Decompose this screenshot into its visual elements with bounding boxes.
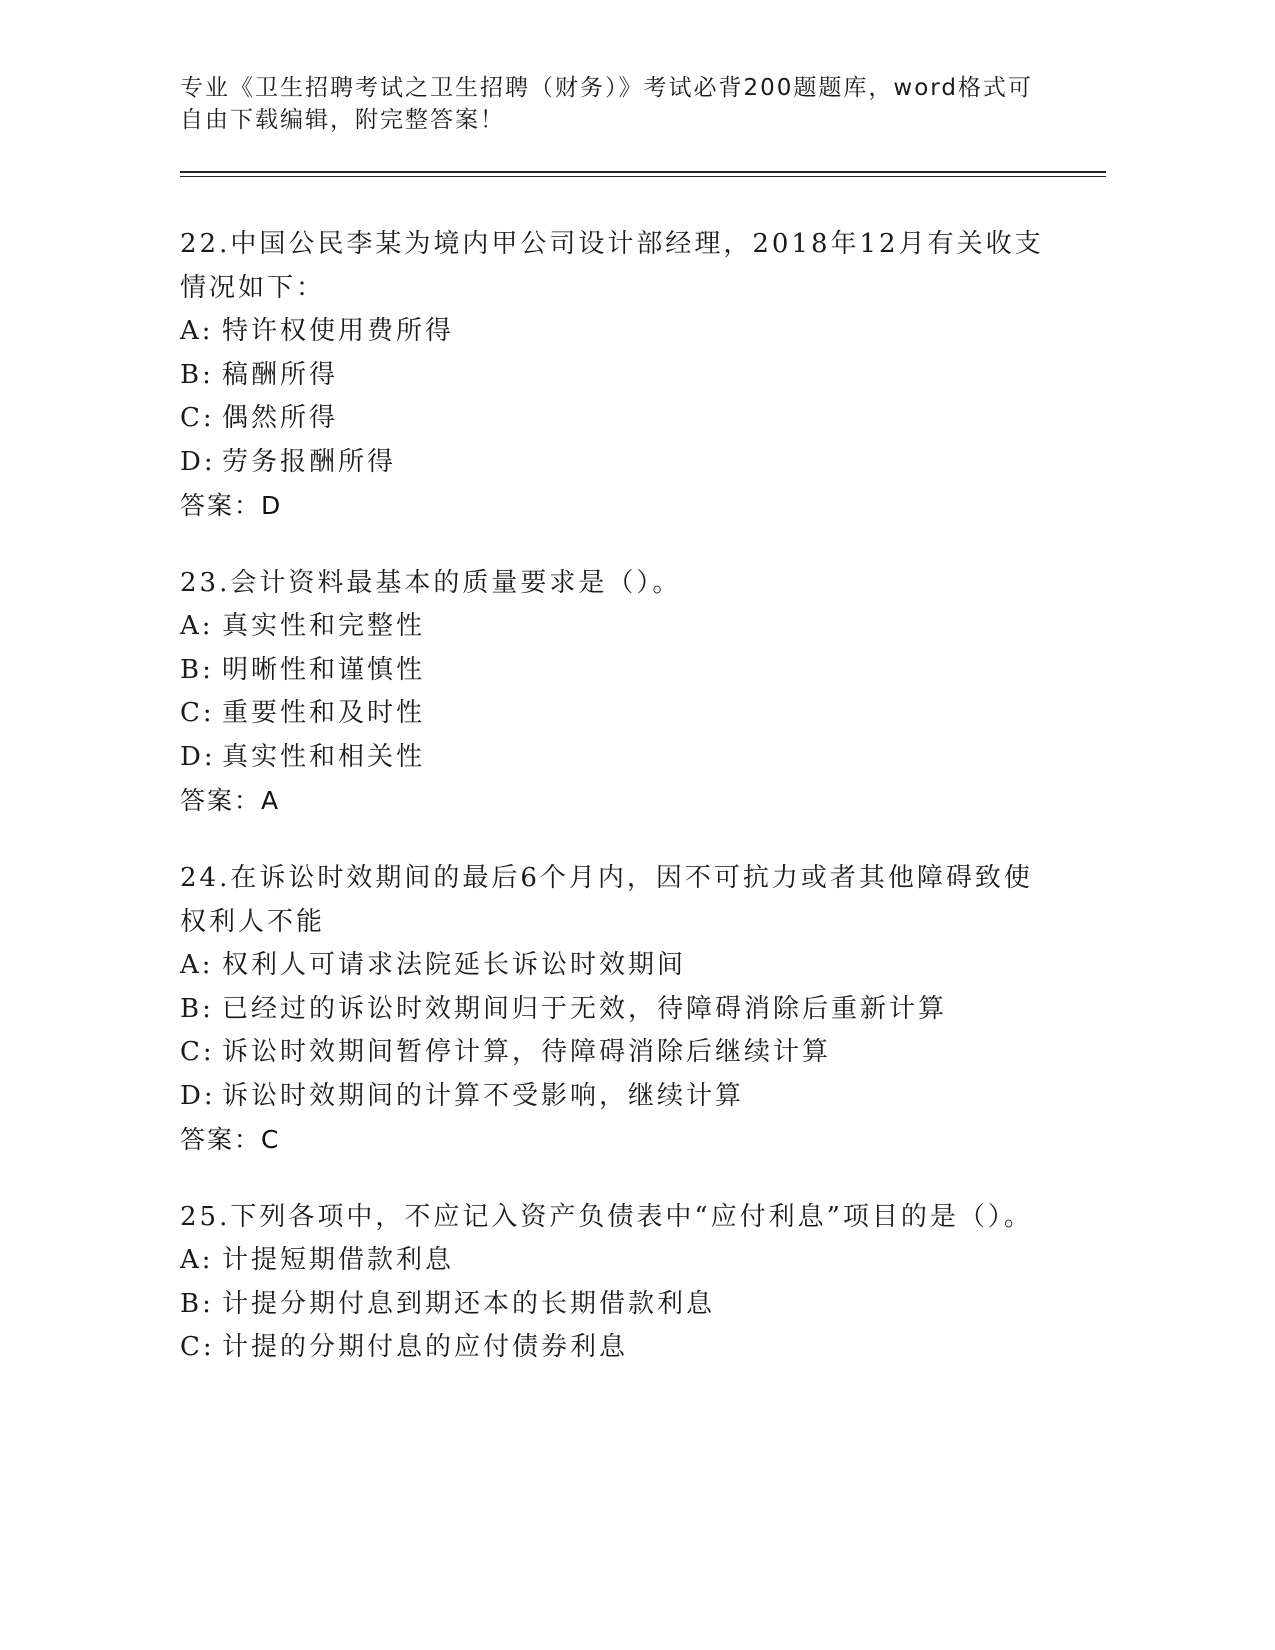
option-text: 稿酬所得 xyxy=(222,359,339,390)
option-text: 计提分期付息到期还本的长期借款利息 xyxy=(222,1288,716,1319)
option-text: 权利人可请求法院延长诉讼时效期间 xyxy=(222,950,687,980)
option-text: 真实性和完整性 xyxy=(222,611,426,641)
option-text: 明晰性和谨慎性 xyxy=(222,654,426,685)
option-text: 计提短期借款利息 xyxy=(222,1245,455,1275)
option-b xyxy=(180,649,1050,693)
option-letter: D: xyxy=(180,741,216,772)
option-c xyxy=(180,1031,1050,1075)
option-text: 诉讼时效期间暂停计算，待障碍消除后继续计算 xyxy=(222,1037,832,1067)
question-stem: 22.中国公民李某为境内甲公司设计部经理，2018年12月有关收支情况如下： xyxy=(180,229,1044,303)
question-stem: 25.下列各项中，不应记入资产负债表中“应付利息”项目的是（）。 xyxy=(180,1202,1033,1232)
question-24 xyxy=(180,856,1050,1162)
option-letter: A: xyxy=(180,950,214,980)
question-25 xyxy=(180,1195,1050,1370)
option-c xyxy=(180,692,1050,736)
option-letter: B: xyxy=(180,359,214,390)
option-letter: B: xyxy=(180,654,214,685)
document-intro: 专业《卫生招聘考试之卫生招聘（财务）》考试必背200题题库，word格式可自由下载编辑，附完整答案！ xyxy=(180,75,1033,133)
option-text: 计提的分期付息的应付债券利息 xyxy=(222,1332,629,1362)
option-letter: C: xyxy=(180,1037,215,1067)
option-d xyxy=(180,736,1050,780)
question-22 xyxy=(180,222,1050,528)
option-letter: B: xyxy=(180,993,214,1024)
option-c xyxy=(180,397,1050,441)
option-letter: C: xyxy=(180,698,215,728)
option-text: 偶然所得 xyxy=(222,403,339,433)
question-stem: 23.会计资料最基本的质量要求是（）。 xyxy=(180,568,682,598)
question-list xyxy=(180,222,1050,1403)
option-letter: C: xyxy=(180,403,215,433)
option-b xyxy=(180,988,1050,1032)
answer-label: 答案：C xyxy=(180,1125,281,1154)
option-d xyxy=(180,1075,1050,1119)
option-text: 特许权使用费所得 xyxy=(222,316,455,346)
option-c xyxy=(180,1326,1050,1370)
option-letter: B: xyxy=(180,1288,214,1319)
option-letter: A: xyxy=(180,611,214,641)
option-text: 诉讼时效期间的计算不受影响，继续计算 xyxy=(222,1080,745,1111)
option-letter: D: xyxy=(180,1080,216,1111)
option-letter: A: xyxy=(180,1245,214,1275)
option-a xyxy=(180,1239,1050,1283)
option-letter: C: xyxy=(180,1332,215,1362)
option-letter: D: xyxy=(180,446,216,477)
option-text: 劳务报酬所得 xyxy=(222,446,397,477)
option-a xyxy=(180,605,1050,649)
header-divider-thick xyxy=(180,171,1106,173)
question-23 xyxy=(180,561,1050,823)
answer-label: 答案：D xyxy=(180,491,283,520)
option-letter: A: xyxy=(180,316,214,346)
option-text: 重要性和及时性 xyxy=(222,698,426,728)
option-b xyxy=(180,1283,1050,1327)
option-text: 真实性和相关性 xyxy=(222,741,426,772)
option-a xyxy=(180,944,1050,988)
header-divider-thin xyxy=(180,176,1106,177)
option-b xyxy=(180,354,1050,398)
option-text: 已经过的诉讼时效期间归于无效，待障碍消除后重新计算 xyxy=(222,993,948,1024)
option-d xyxy=(180,441,1050,485)
answer-label: 答案：A xyxy=(180,786,281,815)
question-stem: 24.在诉讼时效期间的最后6个月内，因不可抗力或者其他障碍致使权利人不能 xyxy=(180,863,1033,937)
option-a xyxy=(180,310,1050,354)
